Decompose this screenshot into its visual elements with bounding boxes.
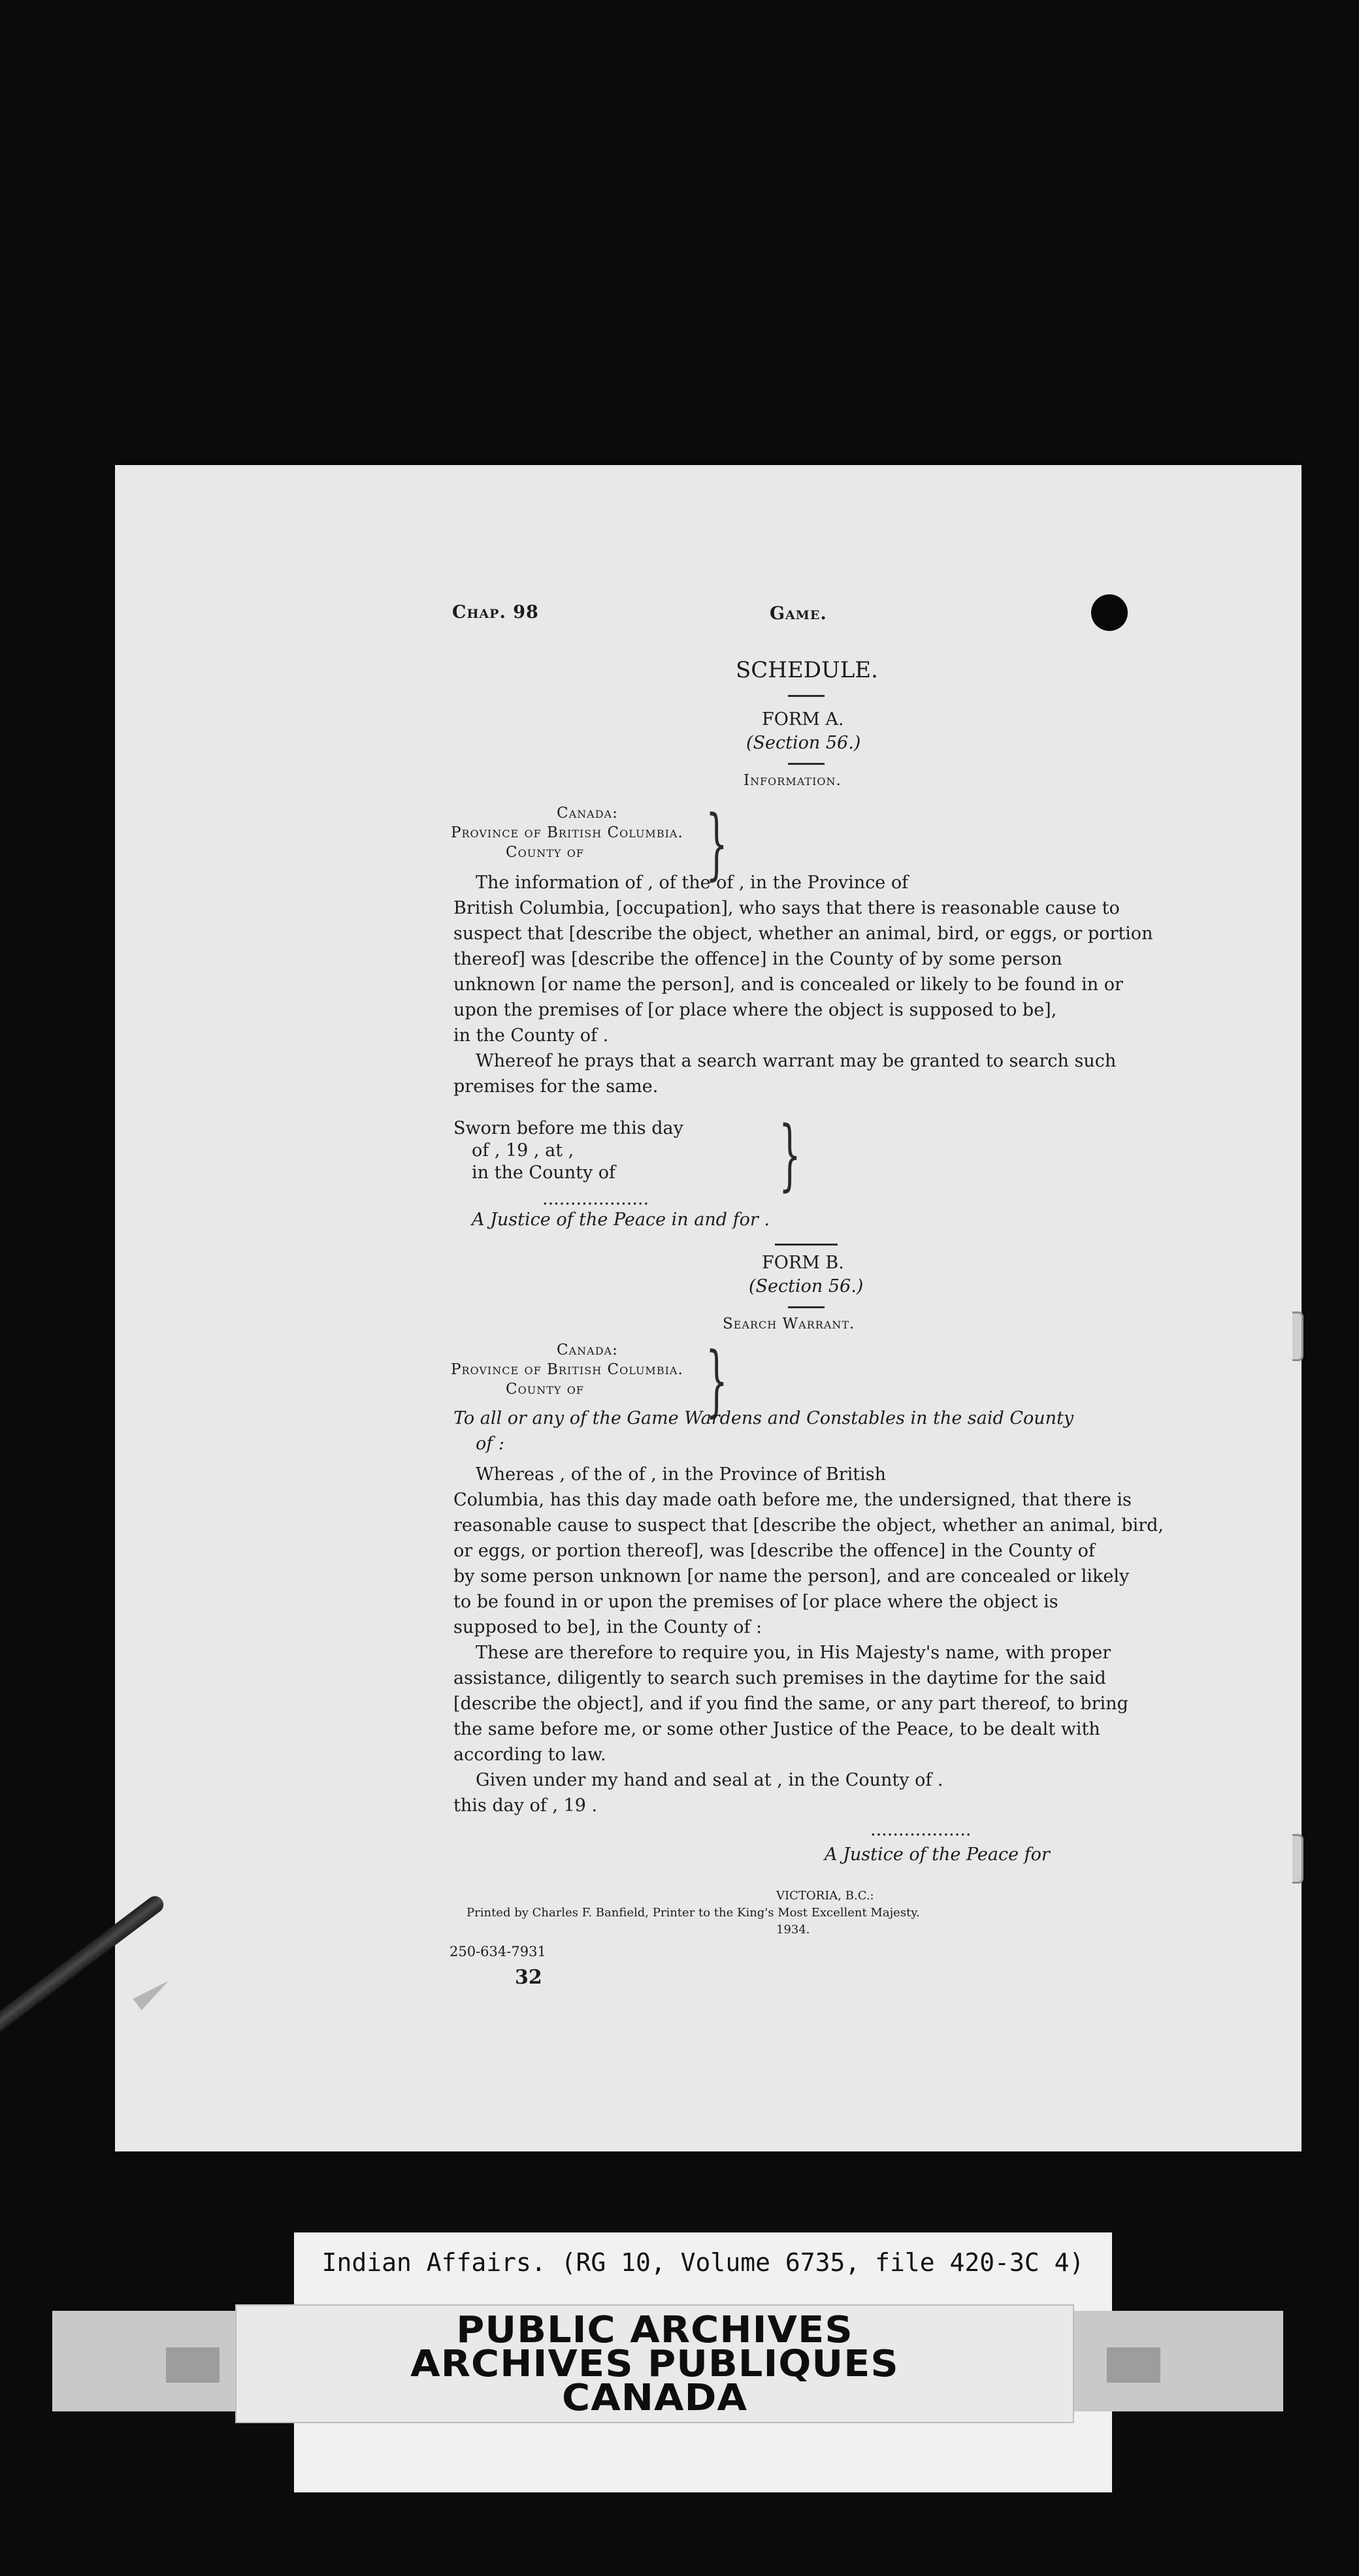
divider — [788, 763, 825, 765]
venue-province: Province of British Columbia. — [451, 1361, 683, 1378]
document-page — [115, 465, 1302, 2151]
schedule-title: SCHEDULE. — [736, 657, 878, 683]
form-b-line: the same before me, or some other Justice of the Peace, to be dealt with — [453, 1719, 1100, 1739]
form-b-heading: Search Warrant. — [723, 1315, 855, 1332]
page-number: 32 — [515, 1966, 542, 1989]
form-a-justice: A Justice of the Peace in and for . — [472, 1210, 770, 1230]
stamp-line-1: PUBLIC ARCHIVES — [456, 2309, 853, 2351]
form-b-line: according to law. — [453, 1745, 606, 1765]
binder-clip-upper — [1292, 1312, 1303, 1361]
form-b-justice: A Justice of the Peace for — [825, 1844, 1050, 1865]
venue-country: Canada: — [557, 805, 618, 822]
form-a-section: (Section 56.) — [746, 733, 861, 753]
imprint-printer: Printed by Charles F. Banfield, Printer to the King's Most Excellent Majesty. — [467, 1906, 920, 1920]
form-a-body — [453, 870, 1274, 1099]
venue-province: Province of British Columbia. — [451, 824, 683, 841]
form-b-line: These are therefore to require you, in His Majesty's name, with proper — [476, 1643, 1111, 1663]
imprint-place: VICTORIA, B.C.: — [776, 1889, 874, 1903]
sworn-brace: } — [779, 1109, 801, 1199]
form-b-line: by some person unknown [or name the person], and are concealed or likely — [453, 1566, 1130, 1586]
form-b-line: to be found in or upon the premises of [or place where the object is — [453, 1592, 1058, 1612]
venue-country: Canada: — [557, 1342, 618, 1359]
form-b-line: or eggs, or portion thereof], was [describe the offence] in the County of — [453, 1541, 1095, 1561]
sworn-line-2: of , 19 , at , — [472, 1140, 574, 1161]
form-a-signature-dots: ................... — [542, 1189, 649, 1209]
sworn-line-3: in the County of — [472, 1163, 616, 1183]
divider — [788, 1306, 825, 1308]
tape-clip-left — [166, 2347, 220, 2383]
venue-county: County of — [506, 844, 584, 861]
divider — [775, 1244, 838, 1246]
form-a-line: unknown [or name the person], and is concealed or likely to be found in or — [453, 974, 1123, 995]
chapter-label: Chap. 98 — [452, 602, 539, 622]
stamp-line-3: CANADA — [562, 2377, 747, 2419]
form-a-line: premises for the same. — [453, 1076, 659, 1097]
form-a-line: thereof] was [describe the offence] in the County of by some person — [453, 949, 1062, 969]
form-b-address — [453, 1406, 1274, 1457]
form-a-line: The information of , of the of , in the Province of — [476, 873, 909, 893]
tape-clip-right — [1107, 2347, 1160, 2383]
venue-county: County of — [506, 1381, 584, 1398]
venue-brace: } — [706, 798, 728, 888]
form-b-line: this day of , 19 . — [453, 1795, 598, 1816]
stamp-line-2: ARCHIVES PUBLIQUES — [410, 2343, 899, 2385]
form-a-heading: Information. — [744, 772, 842, 789]
form-b-line: Columbia, has this day made oath before me, the undersigned, that there is — [453, 1490, 1132, 1510]
divider — [788, 695, 825, 697]
job-number: 250-634-7931 — [450, 1944, 546, 1959]
form-b-line: [describe the object], and if you find the same, or any part thereof, to bring — [453, 1694, 1128, 1714]
form-a-line: upon the premises of [or place where the object is supposed to be], — [453, 1000, 1057, 1020]
form-a-line: Whereof he prays that a search warrant may be granted to search such — [476, 1051, 1117, 1071]
punch-hole — [1091, 594, 1128, 631]
running-title: Game. — [770, 604, 827, 624]
form-a-line: British Columbia, [occupation], who says that there is reasonable cause to — [453, 898, 1120, 918]
form-b-line: assistance, diligently to search such premises in the daytime for the said — [453, 1668, 1106, 1688]
address-line: of : — [476, 1434, 504, 1454]
form-a-title: FORM A. — [762, 709, 844, 730]
form-b-line: Given under my hand and seal at , in the County of . — [476, 1770, 943, 1790]
form-b-line: Whereas , of the of , in the Province of British — [476, 1464, 886, 1485]
form-b-title: FORM B. — [762, 1253, 844, 1273]
venue-brace: } — [706, 1335, 728, 1425]
sworn-line-1: Sworn before me this day — [453, 1118, 683, 1138]
form-a-line: suspect that [describe the object, whether an animal, bird, or eggs, or portion — [453, 924, 1153, 944]
form-b-signature-dots: .................. — [870, 1820, 972, 1840]
archive-reference: Indian Affairs. (RG 10, Volume 6735, file 420-3C 4) — [321, 2248, 1085, 2277]
imprint-year: 1934. — [776, 1923, 810, 1937]
address-line: To all or any of the Game Wardens and Constables in the said County — [453, 1408, 1074, 1428]
binder-clip-lower — [1292, 1834, 1303, 1884]
form-b-section: (Section 56.) — [749, 1276, 864, 1296]
form-b-line: reasonable cause to suspect that [describe the object, whether an animal, bird, — [453, 1515, 1164, 1536]
form-b-line: supposed to be], in the County of : — [453, 1617, 762, 1637]
archives-stamp — [235, 2304, 1074, 2423]
form-b-body — [453, 1462, 1274, 1818]
form-a-line: in the County of . — [453, 1025, 609, 1046]
